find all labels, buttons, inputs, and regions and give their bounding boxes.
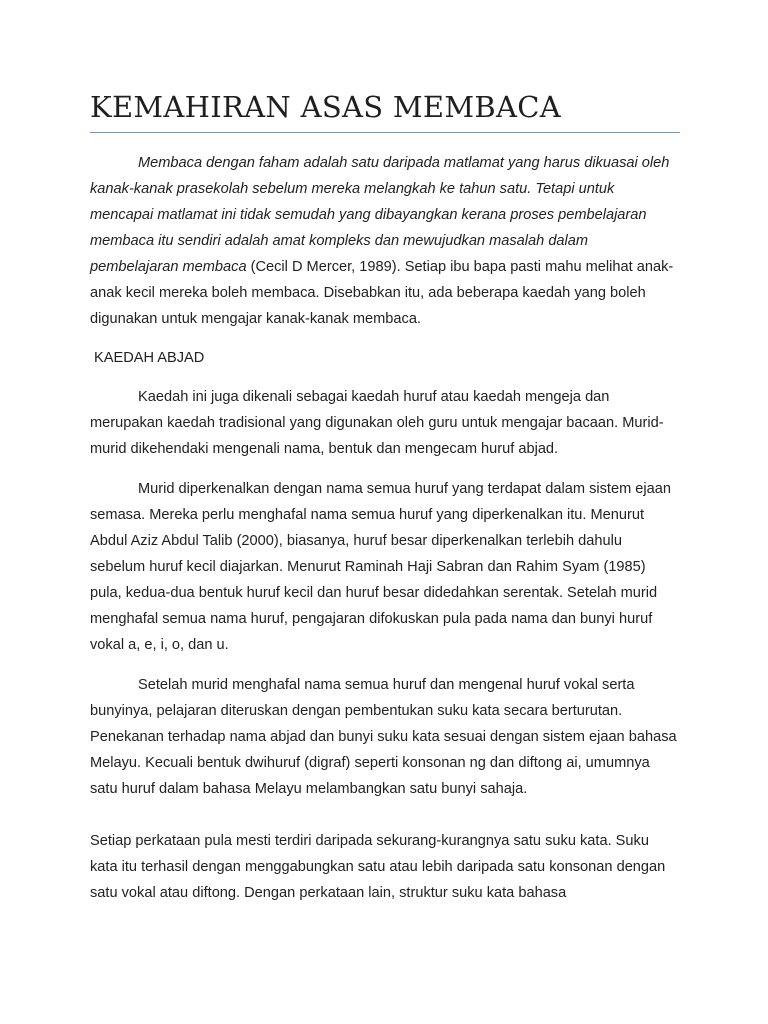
intro-paragraph: [90, 150, 678, 332]
spacer: [90, 371, 678, 384]
paragraph-nama-huruf: Murid diperkenalkan dengan nama semua huruf yang terdapat dalam sistem ejaan semasa. Mereka perlu menghafal nama semua huruf yang diperkenalkan itu. Menurut Abdul Aziz Abdul Talib (2000), biasanya, huruf besar diperkenalkan terlebih dahulu sebelum huruf kecil diajarkan. Menurut Raminah Haji Sabran dan Rahim Syam (1985) pula, kedua-dua bentuk huruf kecil dan huruf besar didedahkan serentak. Setelah murid menghafal semua nama huruf, pengajaran difokuskan pula pada nama dan bunyi huruf vokal a, e, i, o, dan u.: [90, 481, 671, 653]
spacer: [90, 462, 678, 476]
spacer: [90, 332, 678, 345]
spacer: [90, 658, 678, 672]
section-heading: KAEDAH ABJAD: [94, 350, 205, 366]
paragraph-struktur-perkataan: Setiap perkataan pula mesti terdiri daripada sekurang-kurangnya satu suku kata. Suku kata itu terhasil dengan menggabungkan satu atau lebih daripada satu konsonan dengan satu vokal atau diftong. Dengan perkataan lain, struktur suku kata bahasa: [90, 833, 666, 901]
spacer: [90, 802, 678, 828]
intro-normal-text: (Cecil D Mercer, 1989). Setiap ibu bapa pasti mahu melihat anak-anak kecil mereka boleh membaca. Disebabkan itu, ada beberapa kaedah yang boleh digunakan untuk mengajar kanak-kanak membaca.: [90, 259, 674, 327]
page-title: KEMAHIRAN ASAS MEMBACA: [90, 90, 561, 124]
document-body: [90, 150, 678, 906]
paragraph-suku-kata: Setelah murid menghafal nama semua huruf dan mengenal huruf vokal serta bunyinya, pelajaran diteruskan dengan pembentukan suku kata secara berturutan. Penekanan terhadap nama abjad dan bunyi suku kata sesuai dengan sistem ejaan bahasa Melayu. Kecuali bentuk dwihuruf (digraf) seperti konsonan ng dan diftong ai, umumnya satu huruf dalam bahasa Melayu melambangkan satu bunyi sahaja.: [90, 677, 677, 797]
paragraph-kaedah-huruf: Kaedah ini juga dikenali sebagai kaedah huruf atau kaedah mengeja dan merupakan kaedah tradisional yang digunakan oleh guru untuk mengajar bacaan. Murid-murid dikehendaki mengenali nama, bentuk dan mengecam huruf abjad.: [90, 389, 664, 457]
title-underline: [90, 132, 680, 133]
intro-italic-text: Membaca dengan faham adalah satu daripada matlamat yang harus dikuasai oleh kanak-kanak prasekolah sebelum mereka melangkah ke tahun satu. Tetapi untuk mencapai matlamat ini tidak semudah yang dibayangkan kerana proses pembelajaran membaca itu sendiri adalah amat kompleks dan mewujudkan masalah dalam pembelajaran membaca: [90, 155, 670, 275]
